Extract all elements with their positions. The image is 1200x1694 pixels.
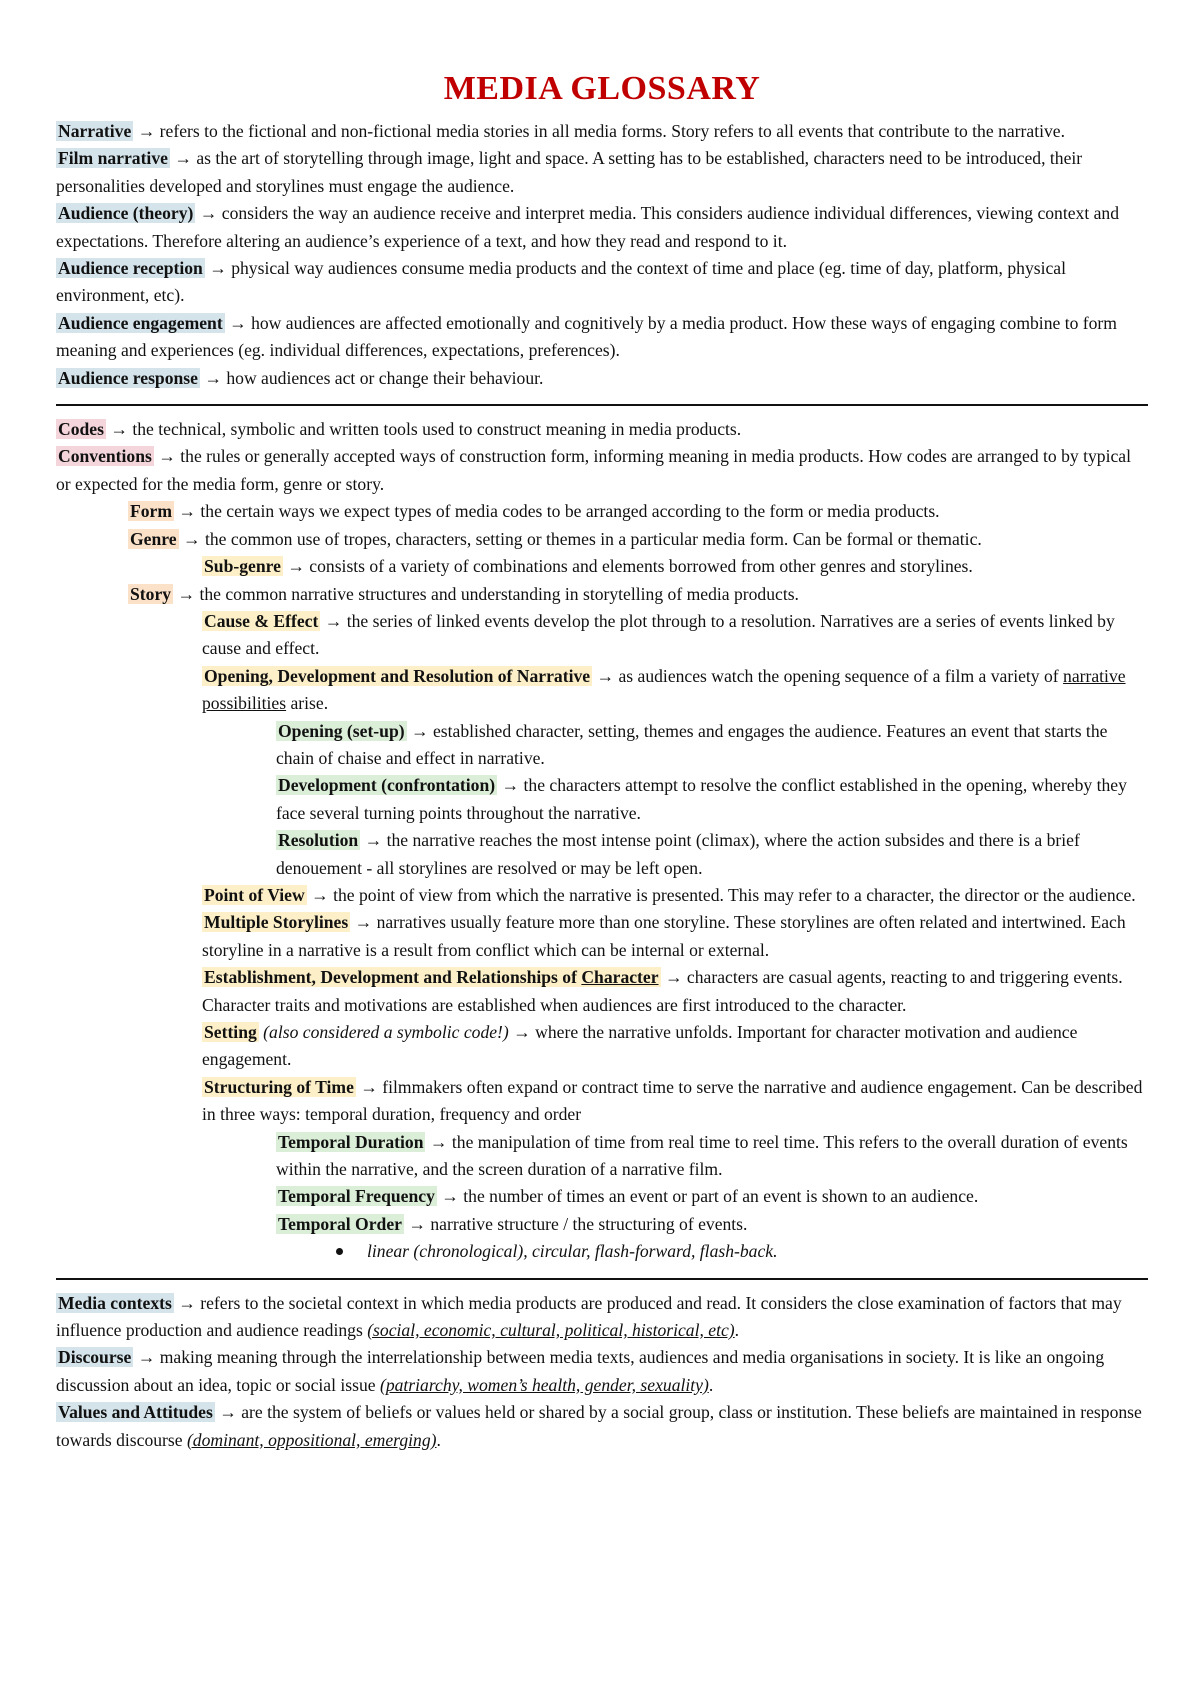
term-opening: Opening (set-up) — [278, 720, 405, 741]
arrow-icon: → — [229, 312, 247, 333]
entry-character — [56, 964, 1148, 1019]
arrow-icon: → — [513, 1022, 531, 1042]
term-odr: Opening, Development and Resolution of Narrative — [204, 665, 591, 686]
definition: the characters attempt to resolve the conflict established in the opening, whereby they face several turning points throughout the narrative. — [276, 775, 1127, 823]
definition: consists of a variety of combinations and elements borrowed from other genres and storylines. — [304, 556, 973, 577]
bullet-temporal-order — [56, 1238, 1148, 1265]
entry-cause-effect — [56, 608, 1148, 663]
definition: the point of view from which the narrative is presented. This may refer to a character, the director or the audience. — [328, 884, 1136, 905]
arrow-icon: → — [177, 583, 196, 604]
arrow-icon: → — [429, 1131, 448, 1152]
definition-end: . — [436, 1429, 441, 1450]
definition: are the system of beliefs or values held or shared by a social group, class or institution. These beliefs are maintained in response towards discourse — [56, 1402, 1142, 1450]
entry-values-attitudes — [56, 1399, 1148, 1454]
entry-setting — [56, 1019, 1148, 1074]
definition: physical way audiences consume media products and the context of time and place (eg. time of day, platform, physical environment, etc). — [56, 258, 1066, 306]
arrow-icon: → — [183, 528, 201, 549]
term-point-of-view: Point of View — [204, 884, 305, 905]
section-codes-conventions — [56, 416, 1148, 1266]
arrow-icon: → — [364, 830, 383, 851]
arrow-icon: → — [360, 1076, 378, 1097]
entry-film-narrative — [56, 145, 1148, 200]
definition: the narrative reaches the most intense point (climax), where the action subsides and there is a brief denouement - all storylines are resolved or may be left open. — [276, 830, 1080, 878]
entry-conventions — [56, 443, 1148, 498]
setting-note: (also considered a symbolic code!) — [258, 1022, 514, 1042]
term-character-underlined: Character — [581, 967, 659, 988]
definition: as audiences watch the opening sequence of a film a variety of — [614, 665, 1064, 686]
entry-genre — [56, 526, 1148, 553]
entry-multiple-storylines — [56, 909, 1148, 964]
definition: refers to the fictional and non-fictional media stories in all media forms. Story refers to all events that contribute to the narrative. — [155, 121, 1065, 141]
entry-subgenre — [56, 553, 1148, 580]
term-audience-engagement: Audience engagement — [58, 312, 223, 333]
bullet-text: linear (chronological), circular, flash-forward, flash-back. — [367, 1241, 778, 1262]
definition: how audiences are affected emotionally and cognitively by a media product. How these ways of engaging combine to form meaning and experiences (eg. individual differences, expectations, preferences). — [56, 312, 1117, 361]
entry-audience-engagement — [56, 310, 1148, 365]
term-audience-response: Audience response — [58, 367, 198, 388]
entry-opening-development-resolution — [56, 663, 1148, 718]
term-resolution: Resolution — [278, 830, 359, 851]
entry-narrative — [56, 118, 1148, 145]
definition: considers the way an audience receive and interpret media. This considers audience individual differences, viewing context and expectations. Therefore altering an audience’s experience of a text, and how they read and respond to it. — [56, 203, 1120, 251]
term-subgenre: Sub-genre — [204, 556, 281, 577]
examples: (social, economic, cultural, political, historical, etc) — [367, 1320, 735, 1341]
term-story: Story — [130, 583, 172, 604]
entry-discourse — [56, 1344, 1148, 1399]
section-contexts — [56, 1290, 1148, 1454]
term-character-prefix: Establishment, Development and Relationships of — [204, 967, 582, 988]
term-codes: Codes — [58, 419, 104, 440]
term-character — [202, 967, 661, 987]
arrow-icon: → — [137, 121, 156, 141]
arrow-icon: → — [178, 1292, 196, 1313]
arrow-icon: → — [199, 203, 218, 224]
term-temporal-frequency: Temporal Frequency — [278, 1186, 435, 1207]
term-form: Form — [130, 501, 173, 522]
definition-end: arise. — [286, 693, 329, 714]
entry-structuring-of-time — [56, 1074, 1148, 1129]
definition: narratives usually feature more than one storyline. These storylines are often related and intertwined. Each storyline in a narrative is a result from conflict which can be internal or external. — [202, 912, 1126, 960]
definition-end: . — [708, 1374, 714, 1395]
entry-development — [56, 772, 1148, 827]
definition: the common narrative structures and understanding in storytelling of media products. — [195, 583, 799, 604]
examples: (dominant, oppositional, emerging) — [186, 1429, 437, 1450]
definition: the series of linked events develop the plot through to a resolution. Narratives are a series of events linked by cause and effect. — [202, 610, 1115, 659]
entry-codes — [56, 416, 1148, 443]
term-genre: Genre — [130, 528, 177, 549]
arrow-icon: → — [204, 367, 222, 388]
definition: refers to the societal context in which media products are produced and read. It considers the close examination of factors that may influence production and audience readings — [56, 1292, 1122, 1341]
bullet-icon — [336, 1248, 343, 1255]
arrow-icon: → — [174, 148, 192, 169]
term-media-contexts: Media contexts — [58, 1292, 172, 1313]
entry-opening — [56, 718, 1148, 773]
arrow-icon: → — [408, 1213, 426, 1234]
entry-audience-response — [56, 365, 1148, 392]
definition: narrative structure / the structuring of events. — [425, 1213, 748, 1234]
entry-temporal-duration — [56, 1129, 1148, 1184]
term-structuring-of-time: Structuring of Time — [204, 1076, 354, 1097]
definition: how audiences act or change their behaviour. — [221, 367, 544, 388]
page-title: MEDIA GLOSSARY — [443, 70, 761, 107]
entry-temporal-order — [56, 1211, 1148, 1238]
term-cause-effect: Cause & Effect — [204, 610, 319, 631]
term-temporal-order: Temporal Order — [278, 1213, 402, 1234]
entry-media-contexts — [56, 1290, 1148, 1345]
definition-end: . — [734, 1320, 740, 1341]
arrow-icon: → — [441, 1186, 459, 1207]
term-multiple-storylines: Multiple Storylines — [204, 912, 349, 933]
definition: the technical, symbolic and written tools used to construct meaning in media products. — [127, 419, 742, 440]
entry-audience-theory — [56, 200, 1148, 255]
term-narrative: Narrative — [58, 121, 132, 141]
entry-point-of-view — [56, 882, 1148, 909]
entry-form — [56, 498, 1148, 525]
entry-story — [56, 581, 1148, 608]
section-divider — [56, 1278, 1148, 1280]
definition: filmmakers often expand or contract time to serve the narrative and audience engagement. Can be described in three ways: temporal duration, frequency and order — [202, 1076, 1143, 1125]
term-setting: Setting — [204, 1022, 257, 1042]
arrow-icon: → — [287, 556, 305, 577]
section-audience — [56, 118, 1148, 392]
arrow-icon: → — [411, 720, 429, 741]
definition: as the art of storytelling through image, light and space. A setting has to be established, characters need to be introduced, their personalities developed and storylines must engage the audience. — [56, 148, 1083, 196]
definition: established character, setting, themes and engages the audience. Features an event that starts the chain of chaise and effect in narrative. — [276, 720, 1108, 768]
arrow-icon: → — [137, 1347, 156, 1368]
definition: where the narrative unfolds. Important for character motivation and audience engagement. — [202, 1022, 1078, 1070]
definition: the number of times an event or part of an event is shown to an audience. — [458, 1186, 979, 1207]
definition: the manipulation of time from real time to reel time. This refers to the overall duration of events within the narrative, and the screen duration of a narrative film. — [276, 1131, 1128, 1180]
term-values-attitudes: Values and Attitudes — [58, 1402, 213, 1423]
definition: characters are casual agents, reacting to and triggering events. Character traits and motivations are established when audiences are first introduced to the character. — [202, 967, 1123, 1015]
definition: the rules or generally accepted ways of construction form, informing meaning in media products. How codes are arranged to by typical or expected for the media form, genre or story. — [56, 446, 1131, 494]
arrow-icon: → — [110, 419, 128, 440]
arrow-icon: → — [501, 775, 520, 796]
arrow-icon: → — [158, 446, 176, 467]
section-divider — [56, 404, 1148, 406]
entry-resolution — [56, 827, 1148, 882]
arrow-icon: → — [311, 884, 329, 905]
entry-temporal-frequency — [56, 1183, 1148, 1210]
term-audience-reception: Audience reception — [58, 258, 203, 279]
examples: (patriarchy, women’s health, gender, sexuality) — [379, 1374, 709, 1395]
term-audience-theory: Audience (theory) — [58, 203, 194, 224]
arrow-icon: → — [324, 610, 343, 631]
narrative-possibilities: narrative possibilities — [202, 665, 1126, 714]
definition: making meaning through the interrelationship between media texts, audiences and media organisations in society. It is like an ongoing discussion about an idea, topic or social issue — [56, 1347, 1105, 1395]
term-film-narrative: Film narrative — [58, 148, 168, 169]
term-conventions: Conventions — [58, 446, 152, 467]
arrow-icon: → — [219, 1402, 237, 1423]
arrow-icon: → — [596, 665, 615, 686]
arrow-icon: → — [664, 967, 683, 988]
arrow-icon: → — [178, 501, 197, 522]
term-discourse: Discourse — [58, 1347, 132, 1368]
arrow-icon: → — [209, 258, 227, 279]
term-temporal-duration: Temporal Duration — [278, 1131, 424, 1152]
arrow-icon: → — [354, 912, 373, 933]
entry-audience-reception — [56, 255, 1148, 310]
term-development: Development (confrontation) — [278, 775, 496, 796]
definition: the common use of tropes, characters, setting or themes in a particular media form. Can be formal or thematic. — [200, 528, 982, 549]
definition: the certain ways we expect types of media codes to be arranged according to the form or media products. — [196, 501, 940, 522]
